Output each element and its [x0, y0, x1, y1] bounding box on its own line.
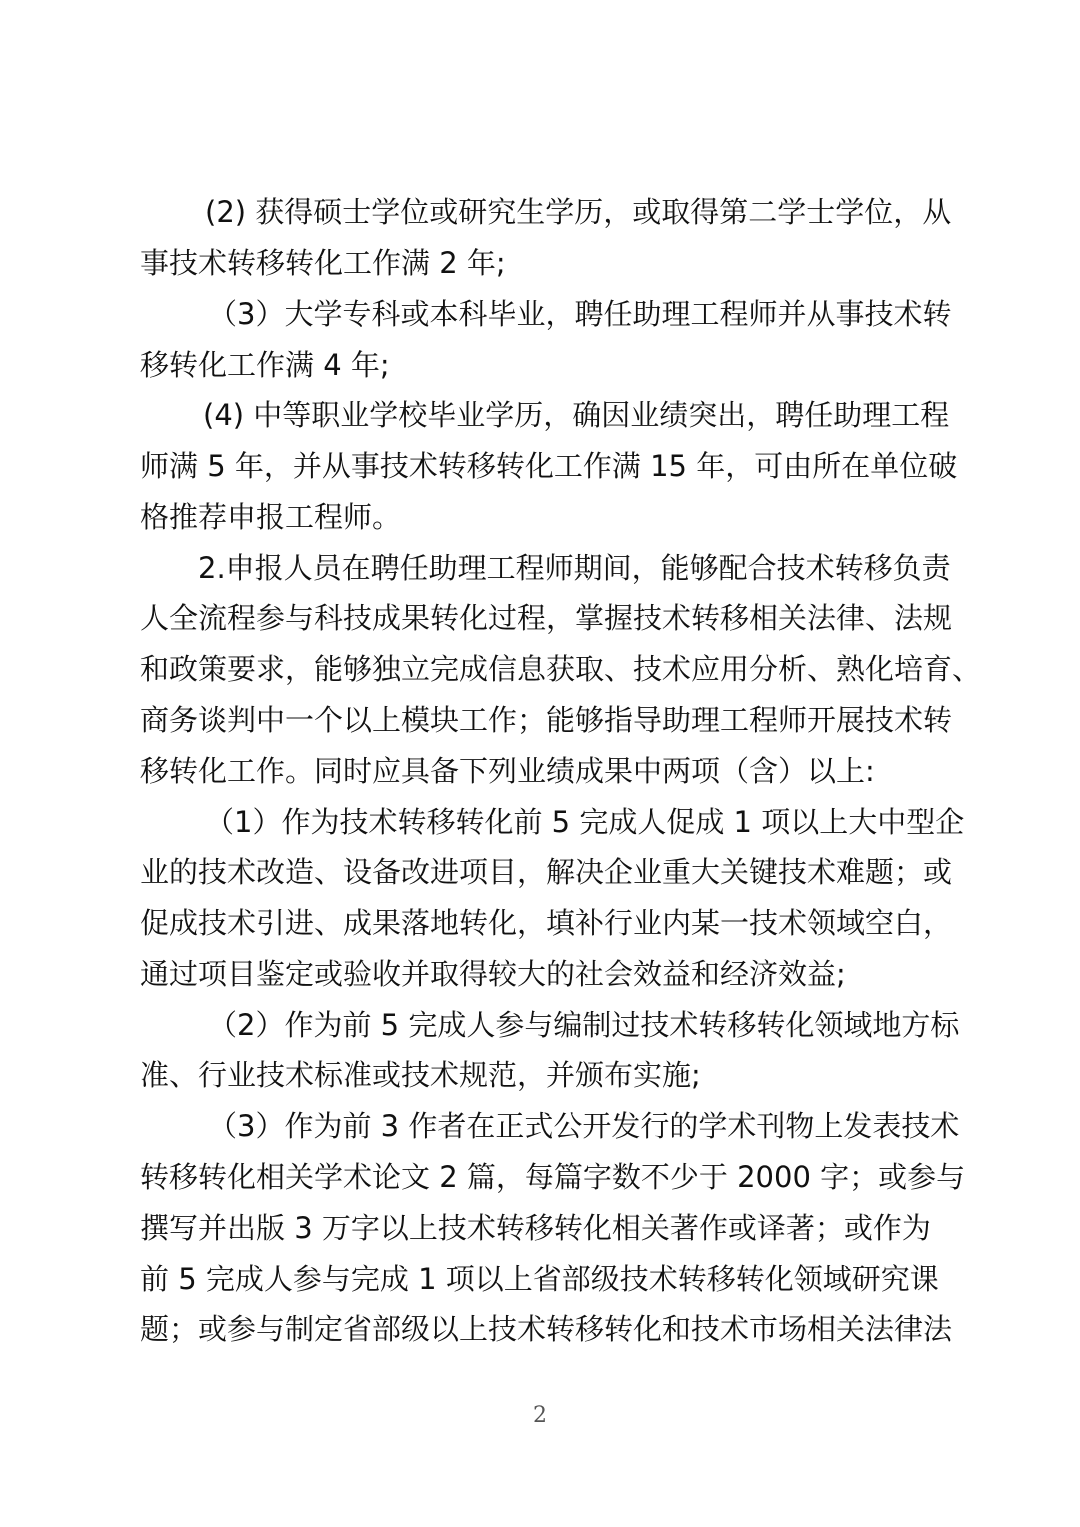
text-line: 师满 5 年，并从事技术转移转化工作满 15 年，可由所在单位破 — [140, 449, 958, 483]
text-line: （3）大学专科或本科毕业，聘任助理工程师并从事技术转 — [208, 297, 952, 331]
text-line: 事技术转移转化工作满 2 年; — [140, 246, 506, 280]
text-line: （2）作为前 5 完成人参与编制过技术转移转化领域地方标 — [208, 1008, 960, 1042]
text-line: 转移转化相关学术论文 2 篇，每篇字数不少于 2000 字；或参与 — [140, 1160, 966, 1194]
text-line: 题；或参与制定省部级以上技术转移转化和技术市场相关法律法 — [140, 1312, 953, 1346]
text-line: 人全流程参与科技成果转化过程，掌握技术转移相关法律、法规 — [140, 601, 953, 635]
text-line: 格推荐申报工程师。 — [140, 500, 402, 534]
text-line: （3）作为前 3 作者在正式公开发行的学术刊物上发表技术 — [208, 1109, 960, 1143]
text-line: 2.申报人员在聘任助理工程师期间，能够配合技术转移负责 — [198, 551, 951, 585]
text-line: 和政策要求，能够独立完成信息获取、技术应用分析、熟化培育、 — [140, 652, 982, 686]
text-line: 业的技术改造、设备改进项目，解决企业重大关键技术难题；或 — [140, 855, 953, 889]
text-line: 移转化工作。同时应具备下列业绩成果中两项（含）以上: — [140, 754, 875, 788]
text-line: 通过项目鉴定或验收并取得较大的社会效益和经济效益; — [140, 957, 846, 991]
text-line: 撰写并出版 3 万字以上技术转移转化相关著作或译著；或作为 — [140, 1211, 931, 1245]
text-line: 前 5 完成人参与完成 1 项以上省部级技术转移转化领域研究课 — [140, 1262, 939, 1296]
text-line: 移转化工作满 4 年; — [140, 348, 390, 382]
text-line: 准、行业技术标准或技术规范，并颁布实施; — [140, 1058, 701, 1092]
text-line: （1）作为技术转移转化前 5 完成人促成 1 项以上大中型企 — [205, 805, 965, 839]
page-number: 2 — [533, 1403, 547, 1428]
text-line: (4) 中等职业学校毕业学历，确因业绩突出，聘任助理工程 — [203, 398, 950, 432]
text-line: (2) 获得硕士学位或研究生学历，或取得第二学士学位，从 — [205, 195, 952, 229]
text-line: 促成技术引进、成果落地转化，填补行业内某一技术领域空白， — [140, 906, 953, 940]
text-line: 商务谈判中一个以上模块工作；能够指导助理工程师开展技术转 — [140, 703, 953, 737]
